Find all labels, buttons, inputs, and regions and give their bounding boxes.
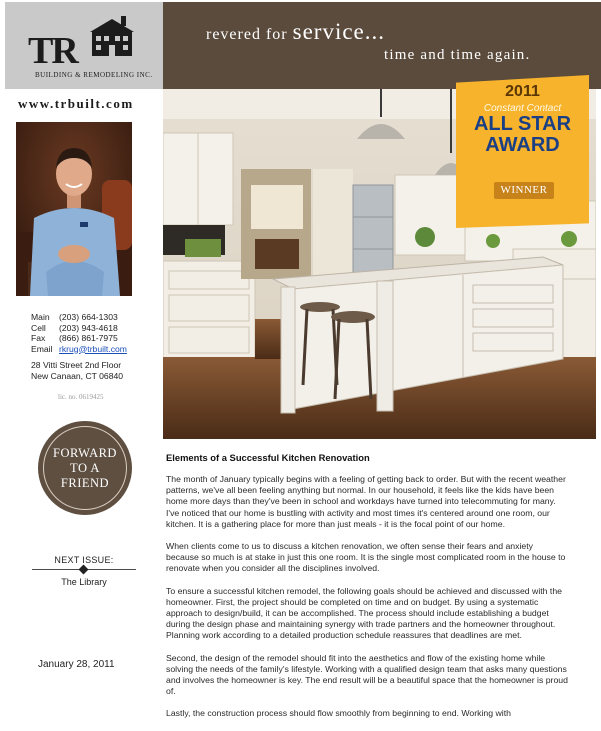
forward-line-2: TO A (70, 460, 100, 475)
address (31, 360, 127, 381)
article-paragraph: Second, the design of the remodel should fit into the aesthetics and flow of the existing home while solving the needs of the family's lifestyle. Working with a qualified design team that asks many questions and involves the homeowner is key. The end result will be a beautiful space that the homeowner is proud of. (166, 652, 568, 697)
next-issue-label: NEXT ISSUE: (54, 555, 114, 565)
award-brand: Constant Contact (483, 103, 562, 114)
forward-to-friend-button[interactable] (38, 421, 132, 515)
article-paragraph: To ensure a successful kitchen remodel, the following goals should be achieved and discussed with the homeowner. First, the project should be completed on time and on budget. By using a systematic approach to design/build, it can be accomplished. The process should include establishing a budget during the design phase and maintaining synergy with trade partners and the homeowner throughout. Planning work according to a detailed production schedule reassures that deadlines are met. (166, 585, 562, 641)
logo-letters: TR (28, 30, 77, 72)
forward-line-1: FORWARD (53, 445, 117, 460)
phone-main-row (31, 312, 127, 323)
website-link[interactable]: www.trbuilt.com (18, 96, 134, 111)
article-paragraph: The month of January typically begins with a feeling of getting back to order. But with the recent weather patterns, we've all been feeling anything but normal. In our household, it feels like the kids have been home more days than they've been in school and workdays have turned into telecommuting for many. I've noticed that our home is bustling with activity and most times it's centered around one room, our kitchen. It is a gathering place for more than just meals - it is the focal point of our home. (166, 474, 566, 529)
forward-line-3: FRIEND (60, 475, 110, 490)
next-issue-topic: The Library (61, 577, 107, 587)
phone-main-label: Main (31, 312, 50, 322)
tagline-primary (206, 19, 385, 45)
issue-date: January 28, 2011 (38, 659, 115, 670)
article (166, 452, 568, 731)
contact-info (31, 312, 127, 381)
fax-row (31, 333, 127, 344)
award-title-line-2: AWARD (485, 134, 560, 156)
address-line-1: 28 Vitti Street 2nd Floor (31, 360, 122, 370)
email-row (31, 344, 127, 355)
sidebar (0, 0, 163, 716)
fax-label: Fax (31, 333, 46, 343)
phone-cell-label: Cell (31, 322, 46, 333)
license-number: lic. no. 0619425 (58, 393, 104, 401)
tagline-emphasis: service... (292, 19, 386, 44)
article-title: Elements of a Successful Kitchen Renovation (166, 452, 370, 463)
diamond-icon (79, 565, 89, 575)
company-logo[interactable] (5, 2, 163, 89)
phone-main[interactable]: (203) 664-1303 (59, 312, 118, 322)
address-line-2: New Canaan, CT 06840 (31, 370, 124, 381)
award-title-line-1: ALL STAR (473, 113, 572, 135)
phone-cell-row (31, 323, 127, 334)
tagline-tail: time and time again. (384, 47, 531, 63)
owner-portrait (16, 122, 132, 296)
article-paragraph: When clients come to us to discuss a kitchen renovation, we often sense their fears and anxiety because so much is at stake in just this one room. It is the single most complicated room in the house to renovate when you consider all the disciplines involved. (166, 541, 566, 574)
award-year: 2011 (505, 83, 540, 100)
email-link[interactable]: rkrug@trbuilt.com (59, 343, 127, 354)
winner-ribbon: WINNER (494, 182, 554, 199)
award-title (456, 114, 589, 156)
phone-cell[interactable]: (203) 943-4618 (59, 322, 118, 333)
tagline-lead: revered for (206, 26, 288, 43)
logo-tagline: BUILDING & REMODELING INC. (35, 71, 153, 79)
email-label: Email (31, 343, 53, 354)
forward-ring (43, 426, 127, 510)
article-paragraph: Lastly, the construction process should flow smoothly from beginning to end. Working with (166, 708, 511, 719)
fax-number: (866) 861-7975 (59, 333, 118, 343)
award-badge[interactable] (456, 75, 589, 228)
house-icon (87, 16, 137, 56)
